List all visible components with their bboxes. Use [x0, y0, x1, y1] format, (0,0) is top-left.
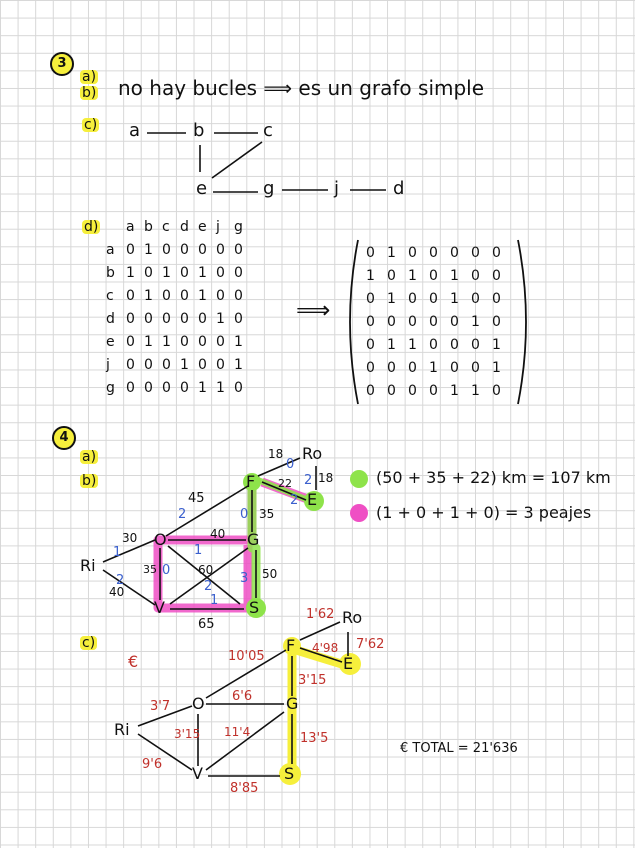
- cost-f-e: 4'98: [312, 641, 339, 655]
- matrix-right-cell: 0: [387, 383, 396, 399]
- ex3-node-e: e: [196, 178, 208, 199]
- matrix-right-cell: 0: [450, 360, 459, 376]
- cost-v-g: 11'4: [224, 725, 251, 739]
- ex3-node-j: j: [334, 178, 340, 199]
- matrix-right-cell: 1: [450, 291, 459, 307]
- ex4b-node-f: F: [246, 472, 256, 491]
- toll-f-ro: 0: [286, 457, 295, 472]
- toll-ri-v: 2: [116, 573, 125, 588]
- matrix-right-cell: 0: [429, 291, 438, 307]
- matrix-row-label-a: a: [106, 242, 115, 258]
- matrix-header-a: a: [126, 219, 135, 235]
- matrix-right-cell: 0: [429, 314, 438, 330]
- matrix-cell: 0: [126, 380, 135, 396]
- toll-f-e: 2: [290, 493, 299, 508]
- matrix-right-cell: 0: [408, 291, 417, 307]
- matrix-cell: 1: [144, 242, 153, 258]
- matrix-cell: 0: [144, 311, 153, 327]
- matrix-cell: 0: [180, 380, 189, 396]
- matrix-row-label-g: g: [106, 380, 115, 396]
- ex4-label-c: c): [82, 635, 96, 651]
- matrix-cell: 0: [198, 242, 207, 258]
- matrix-right-cell: 0: [471, 360, 480, 376]
- matrix-header-j: j: [216, 219, 220, 235]
- matrix-cell: 0: [216, 334, 225, 350]
- matrix-right-cell: 0: [492, 268, 501, 284]
- matrix-right-cell: 0: [471, 245, 480, 261]
- matrix-cell: 0: [126, 311, 135, 327]
- ex4c-node-ri: Ri: [114, 720, 130, 739]
- matrix-right-cell: 0: [387, 314, 396, 330]
- matrix-cell: 0: [144, 265, 153, 281]
- matrix-cell: 0: [162, 242, 171, 258]
- ex3-statement: no hay bucles ⟹ es un grafo simple: [118, 76, 485, 100]
- ex4c-node-g: G: [286, 694, 299, 713]
- ex4c-node-ro: Ro: [342, 608, 363, 627]
- matrix-right-cell: 0: [492, 314, 501, 330]
- matrix-cell: 0: [162, 288, 171, 304]
- toll-o-f: 2: [178, 507, 187, 522]
- ex3-node-b: b: [193, 120, 205, 141]
- toll-g-s: 3: [240, 571, 249, 586]
- cost-ri-v: 9'6: [142, 757, 163, 772]
- matrix-cell: 1: [144, 334, 153, 350]
- ex3-label-d: d): [84, 219, 99, 235]
- matrix-cell: 0: [144, 380, 153, 396]
- km-ro-e: 18: [318, 471, 334, 485]
- matrix-right-cell: 0: [366, 360, 375, 376]
- cost-ro-e: 7'62: [356, 637, 385, 652]
- matrix-right-cell: 1: [408, 337, 417, 353]
- matrix-cell: 0: [234, 311, 243, 327]
- km-f-e: 22: [278, 477, 292, 490]
- matrix-right-cell: 0: [408, 360, 417, 376]
- matrix-cell: 1: [162, 334, 171, 350]
- km-ri-o: 30: [122, 531, 138, 545]
- matrix-cell: 0: [216, 242, 225, 258]
- matrix-right-cell: 1: [471, 314, 480, 330]
- ex4b-node-ri: Ri: [80, 556, 96, 575]
- matrix-cell: 0: [144, 357, 153, 373]
- matrix-cell: 1: [162, 265, 171, 281]
- km-o-f: 45: [188, 491, 205, 506]
- matrix-right-cell: 0: [450, 245, 459, 261]
- matrix-cell: 0: [198, 311, 207, 327]
- matrix-cell: 1: [144, 288, 153, 304]
- km-f-g: 35: [259, 507, 275, 521]
- exercise-3-number: 3: [50, 52, 74, 76]
- ex3-node-a: a: [129, 120, 141, 141]
- ex4b-node-s: S: [249, 598, 260, 617]
- ex4c-node-s: S: [284, 764, 295, 783]
- ex4c-node-o: O: [192, 694, 205, 713]
- matrix-right-cell: 1: [387, 337, 396, 353]
- matrix-right-cell: 0: [450, 337, 459, 353]
- matrix-right-cell: 1: [408, 268, 417, 284]
- matrix-cell: 0: [198, 357, 207, 373]
- matrix-right-cell: 1: [366, 268, 375, 284]
- matrix-cell: 1: [234, 357, 243, 373]
- matrix-right-cell: 1: [492, 337, 501, 353]
- cost-f-g: 3'15: [298, 673, 327, 688]
- matrix-right-cell: 1: [471, 383, 480, 399]
- matrix-row-label-b: b: [106, 265, 115, 281]
- ex4-label-b: b): [82, 473, 97, 489]
- euro-sign: €: [128, 652, 139, 671]
- exercise-4-number: 4: [52, 426, 76, 450]
- matrix-right-cell: 0: [471, 291, 480, 307]
- matrix-right-cell: 0: [471, 337, 480, 353]
- toll-ro-e: 2: [304, 473, 313, 488]
- edge-c-f-ro: [300, 622, 340, 640]
- matrix-row-label-c: c: [106, 288, 114, 304]
- matrix-right-cell: 0: [492, 383, 501, 399]
- toll-ri-o: 1: [113, 545, 122, 560]
- matrix-cell: 0: [198, 334, 207, 350]
- matrix-right-cell: 0: [429, 383, 438, 399]
- km-o-s: 60: [198, 563, 214, 577]
- matrix-cell: 1: [126, 265, 135, 281]
- matrix-right-cell: 0: [429, 245, 438, 261]
- matrix-right-cell: 0: [408, 383, 417, 399]
- green-result: (50 + 35 + 22) km = 107 km: [376, 468, 611, 487]
- toll-f-g: 0: [240, 507, 249, 522]
- matrix-right-cell: 0: [366, 245, 375, 261]
- matrix-cell: 1: [198, 288, 207, 304]
- matrix-header-g: g: [234, 219, 243, 235]
- ex4b-node-ro: Ro: [302, 444, 323, 463]
- matrix-cell: 0: [126, 334, 135, 350]
- matrix-row-label-d: d: [106, 311, 115, 327]
- matrix-cell: 1: [216, 311, 225, 327]
- total-cost: € TOTAL = 21'636: [400, 741, 518, 756]
- ex4b-node-g: G: [247, 530, 260, 549]
- matrix-cell: 0: [126, 288, 135, 304]
- matrix-cell: 1: [180, 357, 189, 373]
- km-v-s: 65: [198, 617, 215, 632]
- matrix-right-cell: 1: [450, 268, 459, 284]
- matrix-right-cell: 0: [492, 245, 501, 261]
- matrix-right-cell: 0: [387, 360, 396, 376]
- toll-o-v: 0: [162, 563, 171, 578]
- cost-f-ro: 1'62: [306, 607, 335, 622]
- matrix-header-e: e: [198, 219, 207, 235]
- matrix-right-cell: 0: [387, 268, 396, 284]
- matrix-cell: 1: [198, 380, 207, 396]
- matrix-cell: 0: [180, 265, 189, 281]
- ex4c-node-v: V: [192, 764, 203, 783]
- cost-o-g: 6'6: [232, 689, 253, 704]
- matrix-cell: 0: [180, 242, 189, 258]
- cost-ri-o: 3'7: [150, 699, 171, 714]
- matrix-right-cell: 0: [366, 383, 375, 399]
- km-g-s: 50: [262, 567, 278, 581]
- ex3-label-b: b): [82, 85, 97, 101]
- matrix-right-cell: 0: [408, 245, 417, 261]
- matrix-right-cell: 0: [366, 337, 375, 353]
- matrix-right-cell: 1: [387, 245, 396, 261]
- matrix-right-cell: 0: [429, 337, 438, 353]
- matrix-header-b: b: [144, 219, 153, 235]
- ex3-label-c: c): [84, 117, 98, 133]
- ex3-node-g: g: [263, 178, 275, 199]
- toll-o-s: 2: [204, 579, 213, 594]
- matrix-right-cell: 1: [492, 360, 501, 376]
- matrix-cell: 0: [234, 265, 243, 281]
- matrix-cell: 0: [234, 380, 243, 396]
- matrix-cell: 0: [180, 311, 189, 327]
- matrix-cell: 0: [162, 357, 171, 373]
- matrix-cell: 0: [216, 265, 225, 281]
- matrix-cell: 0: [234, 242, 243, 258]
- matrix-cell: 0: [126, 242, 135, 258]
- km-o-v: 35: [143, 563, 157, 576]
- ex3-node-d: d: [393, 178, 405, 199]
- matrix-cell: 0: [216, 288, 225, 304]
- cost-o-v: 3'15: [174, 727, 201, 741]
- ex4c-node-f: F: [286, 636, 296, 655]
- ex4b-node-e: E: [307, 490, 318, 509]
- cost-g-s: 13'5: [300, 731, 329, 746]
- matrix-right-cell: 0: [429, 268, 438, 284]
- matrix-cell: 1: [216, 380, 225, 396]
- matrix-cell: 1: [234, 334, 243, 350]
- cost-v-s: 8'85: [230, 781, 259, 796]
- matrix-right-cell: 1: [450, 383, 459, 399]
- cost-o-f: 10'05: [228, 649, 265, 664]
- matrix-cell: 1: [198, 265, 207, 281]
- ex4b-node-v: V: [154, 598, 165, 617]
- ex4c-node-e: E: [343, 654, 354, 673]
- matrix-right-cell: 0: [366, 314, 375, 330]
- matrix-right-cell: 1: [429, 360, 438, 376]
- matrix-header-d: d: [180, 219, 189, 235]
- km-ri-v: 40: [109, 585, 125, 599]
- ex3-label-a: a): [82, 69, 97, 85]
- edge-c-v-g: [206, 712, 284, 770]
- matrix-cell: 0: [162, 380, 171, 396]
- matrix-cell: 0: [180, 334, 189, 350]
- km-o-g: 40: [210, 527, 226, 541]
- matrix-right-cell: 0: [471, 268, 480, 284]
- matrix-cell: 0: [162, 311, 171, 327]
- matrix-right-cell: 0: [408, 314, 417, 330]
- implies-arrow: ⟹: [296, 296, 331, 324]
- toll-o-g: 1: [194, 543, 203, 558]
- matrix-cell: 0: [180, 288, 189, 304]
- matrix-cell: 0: [126, 357, 135, 373]
- ex4b-node-o: O: [154, 530, 167, 549]
- matrix-right-cell: 0: [492, 291, 501, 307]
- pink-result: (1 + 0 + 1 + 0) = 3 peajes: [376, 503, 592, 522]
- matrix-row-label-j: j: [106, 357, 110, 373]
- matrix-cell: 0: [216, 357, 225, 373]
- matrix-cell: 0: [234, 288, 243, 304]
- matrix-right-cell: 1: [387, 291, 396, 307]
- km-f-ro: 18: [268, 447, 284, 461]
- toll-v-s: 1: [210, 593, 219, 608]
- matrix-header-c: c: [162, 219, 170, 235]
- ex3-node-c: c: [263, 120, 273, 141]
- matrix-row-label-e: e: [106, 334, 115, 350]
- matrix-right-cell: 0: [450, 314, 459, 330]
- matrix-right-cell: 0: [366, 291, 375, 307]
- ex4-label-a: a): [82, 449, 97, 465]
